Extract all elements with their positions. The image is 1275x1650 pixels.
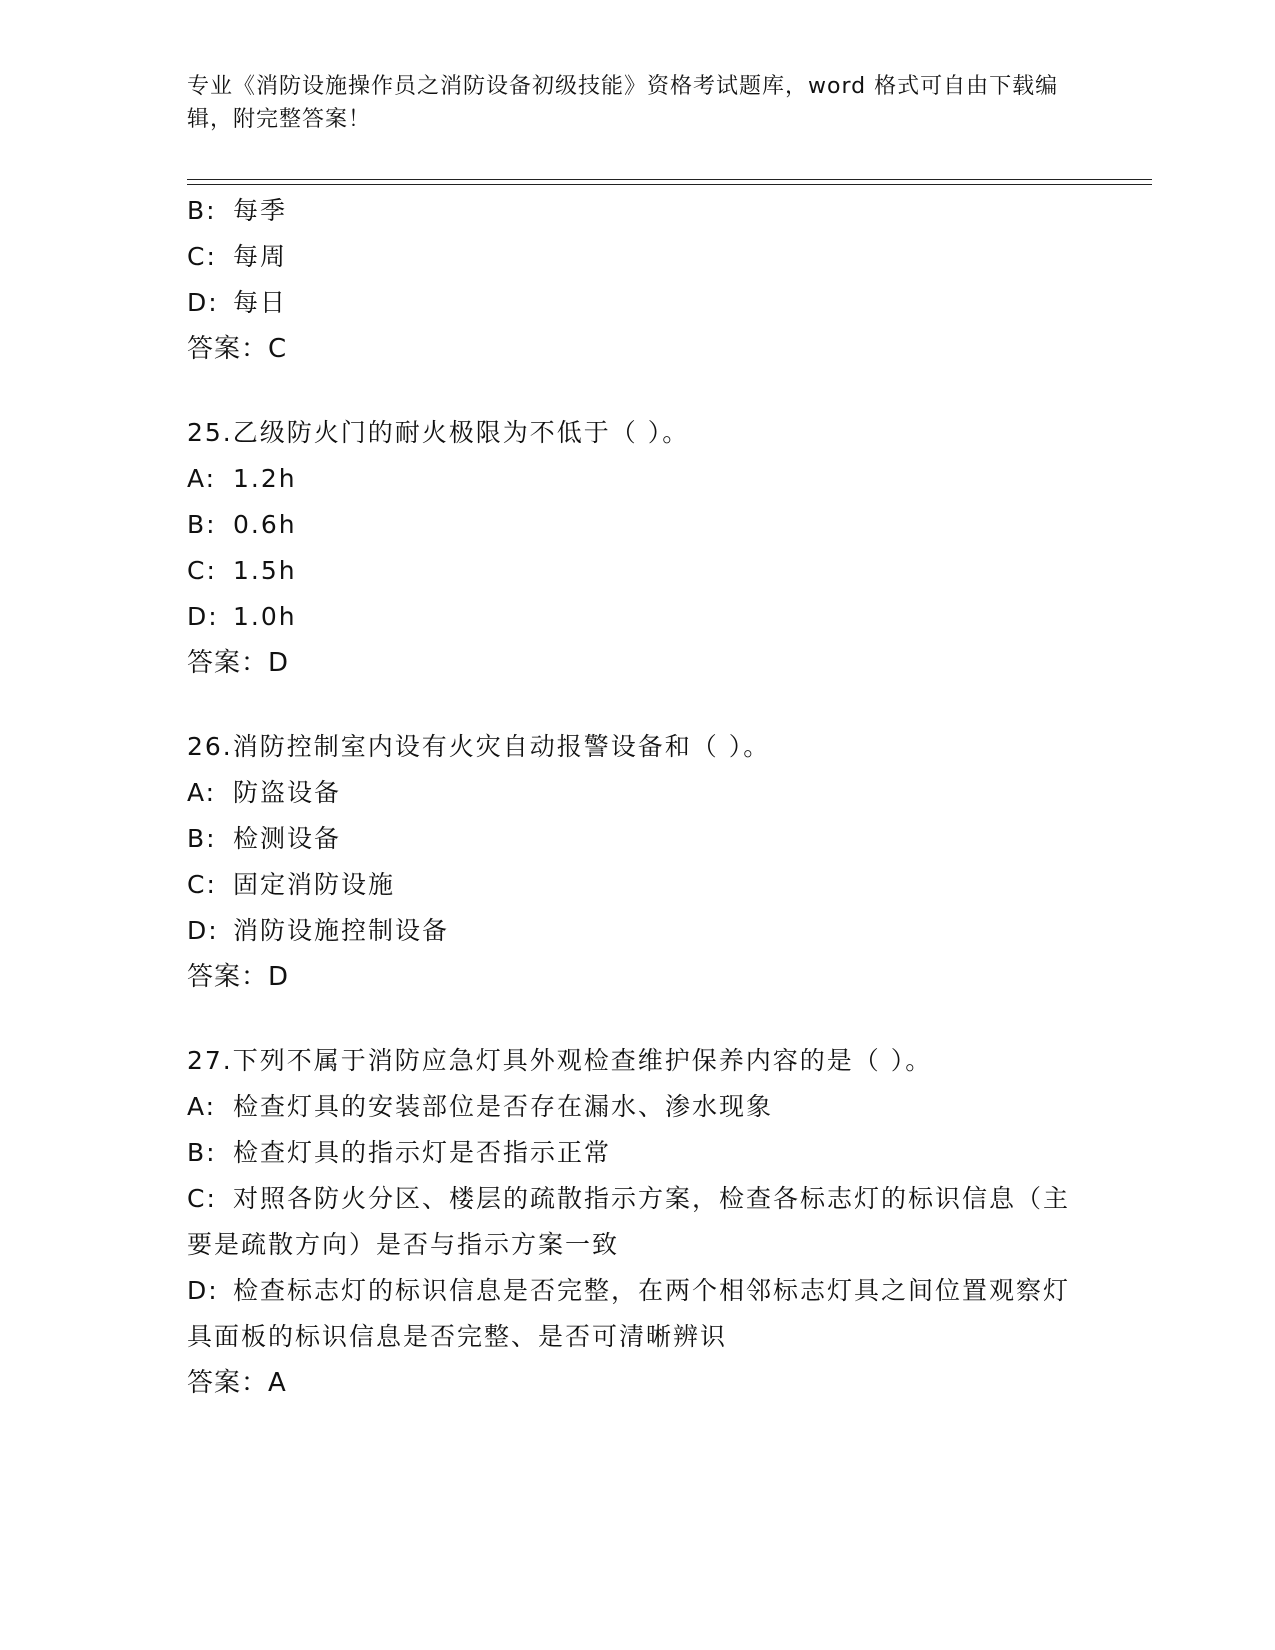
option-label: B:	[187, 510, 217, 539]
option-text: 对照各防火分区、楼层的疏散指示方案，检查各标志灯的标识信息（主要是疏散方向）是否与指示方案一致	[187, 1184, 1071, 1259]
option-b	[187, 188, 1087, 234]
option-text: 每季	[233, 196, 288, 225]
answer: 答案：A	[187, 1368, 287, 1398]
answer: 答案：D	[187, 962, 290, 992]
answer: 答案：C	[187, 334, 288, 364]
option-a	[187, 1084, 1087, 1130]
option-c	[187, 862, 1087, 908]
option-b	[187, 816, 1087, 862]
option-a	[187, 456, 1087, 502]
question-27	[187, 1038, 1087, 1406]
question-stem: 26.消防控制室内设有火灾自动报警设备和（ ）。	[187, 732, 771, 761]
option-text: 1.5h	[233, 556, 297, 585]
option-d	[187, 908, 1087, 954]
option-label: B:	[187, 824, 217, 853]
option-text: 检查灯具的安装部位是否存在漏水、渗水现象	[233, 1092, 774, 1121]
option-label: B:	[187, 196, 217, 225]
option-text: 检查标志灯的标识信息是否完整，在两个相邻标志灯具之间位置观察灯具面板的标识信息是否完整、是否可清晰辨识	[187, 1276, 1071, 1351]
option-text: 每周	[233, 242, 288, 271]
option-b	[187, 1130, 1087, 1176]
option-text: 1.0h	[233, 602, 297, 631]
option-d	[187, 594, 1087, 640]
option-label: D:	[187, 1276, 219, 1305]
option-text: 防盗设备	[233, 778, 342, 807]
option-label: A:	[187, 1092, 217, 1121]
question-26	[187, 724, 1087, 1000]
document-body	[187, 188, 1087, 1406]
option-label: C:	[187, 242, 217, 271]
option-text: 消防设施控制设备	[233, 916, 450, 945]
option-label: A:	[187, 464, 217, 493]
option-label: B:	[187, 1138, 217, 1167]
option-label: C:	[187, 556, 217, 585]
document-header: 专业《消防设施操作员之消防设备初级技能》资格考试题库，word 格式可自由下载编辑，附完整答案！	[187, 74, 1059, 132]
question-stem: 25.乙级防火门的耐火极限为不低于（ ）。	[187, 418, 690, 447]
question-25	[187, 410, 1087, 686]
option-text: 每日	[233, 288, 288, 317]
option-label: D:	[187, 916, 219, 945]
header-divider-bottom	[187, 184, 1152, 185]
option-c	[187, 234, 1087, 280]
option-text: 固定消防设施	[233, 870, 396, 899]
option-d	[187, 1268, 1087, 1360]
option-label: C:	[187, 870, 217, 899]
answer: 答案：D	[187, 648, 290, 678]
option-label: D:	[187, 602, 219, 631]
option-a	[187, 770, 1087, 816]
question-stem: 27.下列不属于消防应急灯具外观检查维护保养内容的是（ ）。	[187, 1046, 933, 1075]
option-d	[187, 280, 1087, 326]
option-label: A:	[187, 778, 217, 807]
option-label: D:	[187, 288, 219, 317]
option-text: 1.2h	[233, 464, 297, 493]
option-c	[187, 1176, 1087, 1268]
header-divider-top	[187, 179, 1152, 180]
option-label: C:	[187, 1184, 217, 1213]
option-text: 0.6h	[233, 510, 297, 539]
option-text: 检查灯具的指示灯是否指示正常	[233, 1138, 612, 1167]
option-b	[187, 502, 1087, 548]
option-c	[187, 548, 1087, 594]
question-24-continued	[187, 188, 1087, 372]
option-text: 检测设备	[233, 824, 342, 853]
